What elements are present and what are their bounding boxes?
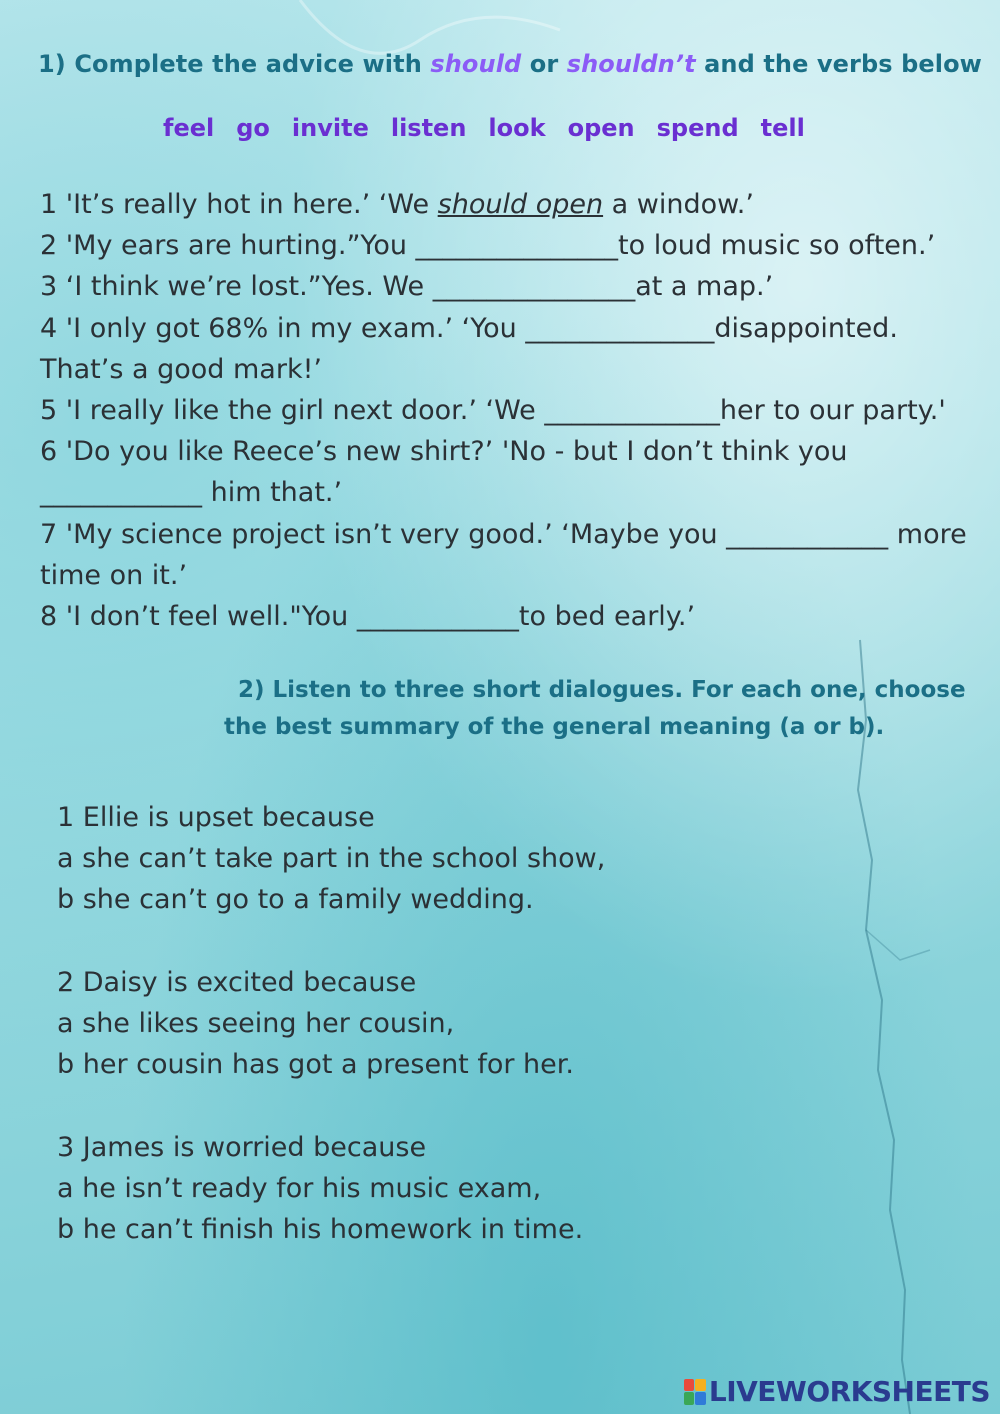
exercise-1-title: 1) Complete the advice with should or shouldn’t and the verbs below [38, 50, 982, 78]
item-7[interactable]: 7 'My science project isn’t very good.’ ‘Maybe you ____________ more [40, 518, 967, 550]
verb-invite: invite [291, 114, 369, 142]
exercise-1-items [40, 184, 980, 637]
item-6: 6 'Do you like Reece’s new shirt?’ 'No - but I don’t think you [40, 436, 848, 468]
item-8[interactable]: 8 'I don’t feel well."You ____________to bed early.’ [40, 601, 696, 633]
question-3-stem: 3 James is worried because [57, 1132, 427, 1163]
keyword-shouldnt: shouldn’t [566, 50, 696, 78]
question-1-stem: 1 Ellie is upset because [57, 802, 375, 833]
liveworksheets-logo [684, 1375, 990, 1408]
logo-text: LIVEWORKSHEETS [708, 1375, 990, 1408]
question-2-stem: 2 Daisy is excited because [57, 967, 417, 998]
question-2-option-a[interactable]: a she likes seeing her cousin, [57, 1008, 455, 1039]
item-3[interactable]: 3 ‘I think we’re lost.”Yes. We _______________at a map.’ [40, 271, 774, 303]
item-1-example-answer: should open [437, 189, 604, 220]
question-3-option-a[interactable]: a he isn’t ready for his music exam, [57, 1173, 542, 1204]
question-3 [57, 1127, 757, 1250]
question-2 [57, 962, 757, 1085]
question-1 [57, 797, 757, 920]
verb-open: open [567, 114, 635, 142]
verb-word-bank [163, 114, 805, 142]
question-2-option-b[interactable]: b her cousin has got a present for her. [57, 1049, 574, 1080]
verb-go: go [236, 114, 270, 142]
question-1-option-a[interactable]: a she can’t take part in the school show, [57, 843, 606, 874]
verb-listen: listen [390, 114, 467, 142]
verb-feel: feel [163, 114, 215, 142]
item-2[interactable]: 2 'My ears are hurting.”You _______________to loud music so often.’ [40, 230, 936, 262]
item-7-continued: time on it.’ [40, 559, 188, 591]
item-4-continued: That’s a good mark!’ [40, 353, 322, 385]
item-1: 1 'It’s really hot in here.’ ‘We should open a window.’ [40, 189, 754, 220]
item-4[interactable]: 4 'I only got 68% in my exam.’ ‘You ______________disappointed. [40, 312, 898, 344]
keyword-should: should [430, 50, 522, 78]
verb-tell: tell [760, 114, 805, 142]
question-1-option-b[interactable]: b she can’t go to a family wedding. [57, 884, 534, 915]
item-6-continued[interactable]: ____________ him that.’ [40, 477, 343, 509]
item-5[interactable]: 5 'I really like the girl next door.’ ‘We _____________her to our party.' [40, 395, 946, 427]
verb-look: look [488, 114, 546, 142]
logo-mark-icon [684, 1379, 706, 1405]
question-3-option-b[interactable]: b he can’t finish his homework in time. [57, 1214, 584, 1245]
verb-spend: spend [656, 114, 739, 142]
exercise-2-title: 2) Listen to three short dialogues. For each one, choose the best summary of the general meaning (a or b). [224, 677, 966, 740]
